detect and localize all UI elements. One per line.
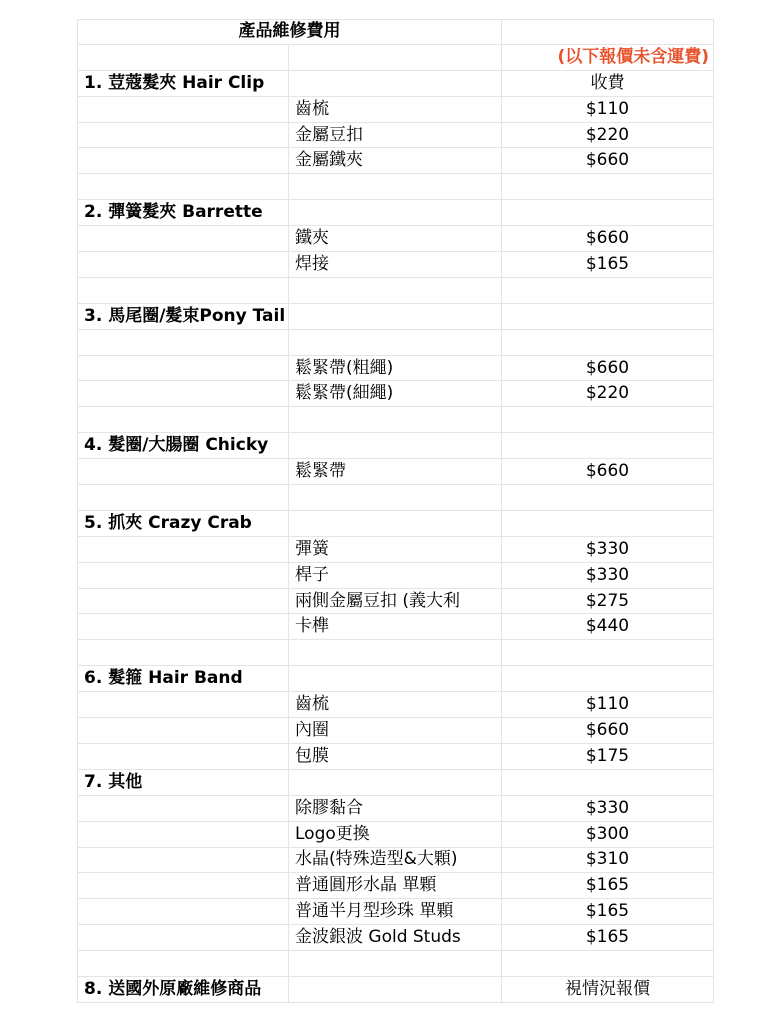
note-row-empty-cell-2 <box>289 45 502 70</box>
shipping-note: (以下報價未含運費) <box>502 45 714 70</box>
item-price: $660 <box>502 356 714 381</box>
item-price: $440 <box>502 614 714 639</box>
empty-cell <box>77 925 289 950</box>
note-row <box>77 45 714 71</box>
empty-cell <box>77 873 289 898</box>
empty-cell <box>502 951 714 976</box>
empty-cell <box>77 589 289 614</box>
item-price: $175 <box>502 744 714 769</box>
item-price: $165 <box>502 873 714 898</box>
category-row <box>77 666 714 692</box>
empty-cell <box>502 278 714 303</box>
empty-cell <box>77 796 289 821</box>
empty-cell <box>502 330 714 355</box>
item-row <box>77 356 714 382</box>
item-label: 普通圓形水晶 單顆 <box>289 873 502 898</box>
empty-cell <box>77 148 289 173</box>
item-label: 鬆緊帶(細繩) <box>289 381 502 406</box>
category-price <box>502 511 714 536</box>
category-label: 3. 馬尾圈/髮束Pony Tail <box>77 304 289 329</box>
item-price: $660 <box>502 148 714 173</box>
empty-cell <box>289 407 502 432</box>
category-label: 4. 髮圈/大腸圈 Chicky <box>77 433 289 458</box>
category-label: 8. 送國外原廠維修商品 <box>77 977 289 1002</box>
item-price: $110 <box>502 97 714 122</box>
empty-cell <box>289 174 502 199</box>
item-price: $220 <box>502 123 714 148</box>
item-label: 普通半月型珍珠 單顆 <box>289 899 502 924</box>
item-price: $330 <box>502 563 714 588</box>
empty-cell <box>77 97 289 122</box>
category-row <box>77 977 714 1003</box>
category-row <box>77 511 714 537</box>
item-row <box>77 744 714 770</box>
empty-cell <box>289 304 502 329</box>
item-row <box>77 97 714 123</box>
empty-cell <box>502 485 714 510</box>
empty-cell <box>289 640 502 665</box>
item-price: $165 <box>502 252 714 277</box>
category-price: 收費 <box>502 71 714 96</box>
blank-row <box>77 951 714 977</box>
item-price: $330 <box>502 537 714 562</box>
item-label: 金波銀波 Gold Studs <box>289 925 502 950</box>
item-row <box>77 848 714 874</box>
category-row <box>77 433 714 459</box>
item-label: 金屬豆扣 <box>289 123 502 148</box>
empty-cell <box>77 123 289 148</box>
note-row-empty-cell-1 <box>77 45 289 70</box>
empty-cell <box>289 200 502 225</box>
empty-cell <box>289 666 502 691</box>
category-label: 6. 髮箍 Hair Band <box>77 666 289 691</box>
item-label: 焊接 <box>289 252 502 277</box>
blank-row <box>77 407 714 433</box>
title-row <box>77 19 714 45</box>
category-label: 2. 彈簧髮夾 Barrette <box>77 200 289 225</box>
blank-row <box>77 174 714 200</box>
empty-cell <box>77 640 289 665</box>
item-price: $300 <box>502 822 714 847</box>
empty-cell <box>77 407 289 432</box>
item-price: $310 <box>502 848 714 873</box>
category-row <box>77 71 714 97</box>
item-label: 卡榫 <box>289 614 502 639</box>
item-row <box>77 381 714 407</box>
item-label: 桿子 <box>289 563 502 588</box>
item-row <box>77 614 714 640</box>
empty-cell <box>77 718 289 743</box>
empty-cell <box>77 330 289 355</box>
category-row <box>77 770 714 796</box>
empty-cell <box>289 511 502 536</box>
category-label: 7. 其他 <box>77 770 289 795</box>
empty-cell <box>77 381 289 406</box>
item-label: 齒梳 <box>289 692 502 717</box>
blank-row <box>77 485 714 511</box>
item-row <box>77 692 714 718</box>
item-label: 兩側金屬豆扣 (義大利 <box>289 589 502 614</box>
item-row <box>77 123 714 149</box>
item-price: $110 <box>502 692 714 717</box>
sheet-title: 產品維修費用 <box>77 20 502 44</box>
empty-cell <box>77 614 289 639</box>
blank-row <box>77 640 714 666</box>
item-price: $165 <box>502 899 714 924</box>
empty-cell <box>502 174 714 199</box>
empty-cell <box>77 459 289 484</box>
category-price <box>502 433 714 458</box>
empty-cell <box>502 407 714 432</box>
item-row <box>77 899 714 925</box>
item-label: 鬆緊帶(粗繩) <box>289 356 502 381</box>
blank-row <box>77 278 714 304</box>
item-label: 內圈 <box>289 718 502 743</box>
item-row <box>77 796 714 822</box>
title-row-empty-cell <box>502 20 714 44</box>
item-price: $660 <box>502 459 714 484</box>
empty-cell <box>289 485 502 510</box>
empty-cell <box>289 770 502 795</box>
empty-cell <box>77 174 289 199</box>
item-row <box>77 589 714 615</box>
empty-cell <box>289 433 502 458</box>
item-row <box>77 822 714 848</box>
price-rows <box>77 71 714 1003</box>
empty-cell <box>77 744 289 769</box>
empty-cell <box>502 640 714 665</box>
category-price <box>502 304 714 329</box>
empty-cell <box>77 951 289 976</box>
item-row <box>77 563 714 589</box>
empty-cell <box>289 951 502 976</box>
item-row <box>77 537 714 563</box>
empty-cell <box>77 848 289 873</box>
category-label: 5. 抓夾 Crazy Crab <box>77 511 289 536</box>
item-label: 水晶(特殊造型&大顆) <box>289 848 502 873</box>
empty-cell <box>77 278 289 303</box>
empty-cell <box>77 563 289 588</box>
empty-cell <box>289 71 502 96</box>
item-row <box>77 925 714 951</box>
empty-cell <box>77 356 289 381</box>
category-price <box>502 666 714 691</box>
empty-cell <box>77 899 289 924</box>
item-row <box>77 226 714 252</box>
empty-cell <box>77 822 289 847</box>
item-label: 彈簧 <box>289 537 502 562</box>
price-sheet <box>77 19 714 1003</box>
empty-cell <box>77 692 289 717</box>
item-row <box>77 718 714 744</box>
empty-cell <box>77 537 289 562</box>
item-price: $660 <box>502 718 714 743</box>
item-price: $165 <box>502 925 714 950</box>
empty-cell <box>77 226 289 251</box>
category-label: 1. 荳蔻髮夾 Hair Clip <box>77 71 289 96</box>
category-row <box>77 304 714 330</box>
category-row <box>77 200 714 226</box>
category-price: 視情況報價 <box>502 977 714 1002</box>
item-row <box>77 148 714 174</box>
empty-cell <box>289 330 502 355</box>
empty-cell <box>77 252 289 277</box>
item-label: 鬆緊帶 <box>289 459 502 484</box>
item-price: $330 <box>502 796 714 821</box>
empty-cell <box>289 977 502 1002</box>
item-price: $220 <box>502 381 714 406</box>
item-label: 鐵夾 <box>289 226 502 251</box>
item-label: 金屬鐵夾 <box>289 148 502 173</box>
item-row <box>77 459 714 485</box>
item-row <box>77 252 714 278</box>
empty-cell <box>289 278 502 303</box>
category-price <box>502 770 714 795</box>
item-label: 除膠黏合 <box>289 796 502 821</box>
item-label: 包膜 <box>289 744 502 769</box>
item-price: $275 <box>502 589 714 614</box>
empty-cell <box>77 485 289 510</box>
item-label: 齒梳 <box>289 97 502 122</box>
category-price <box>502 200 714 225</box>
item-price: $660 <box>502 226 714 251</box>
item-label: Logo更換 <box>289 822 502 847</box>
item-row <box>77 873 714 899</box>
blank-row <box>77 330 714 356</box>
